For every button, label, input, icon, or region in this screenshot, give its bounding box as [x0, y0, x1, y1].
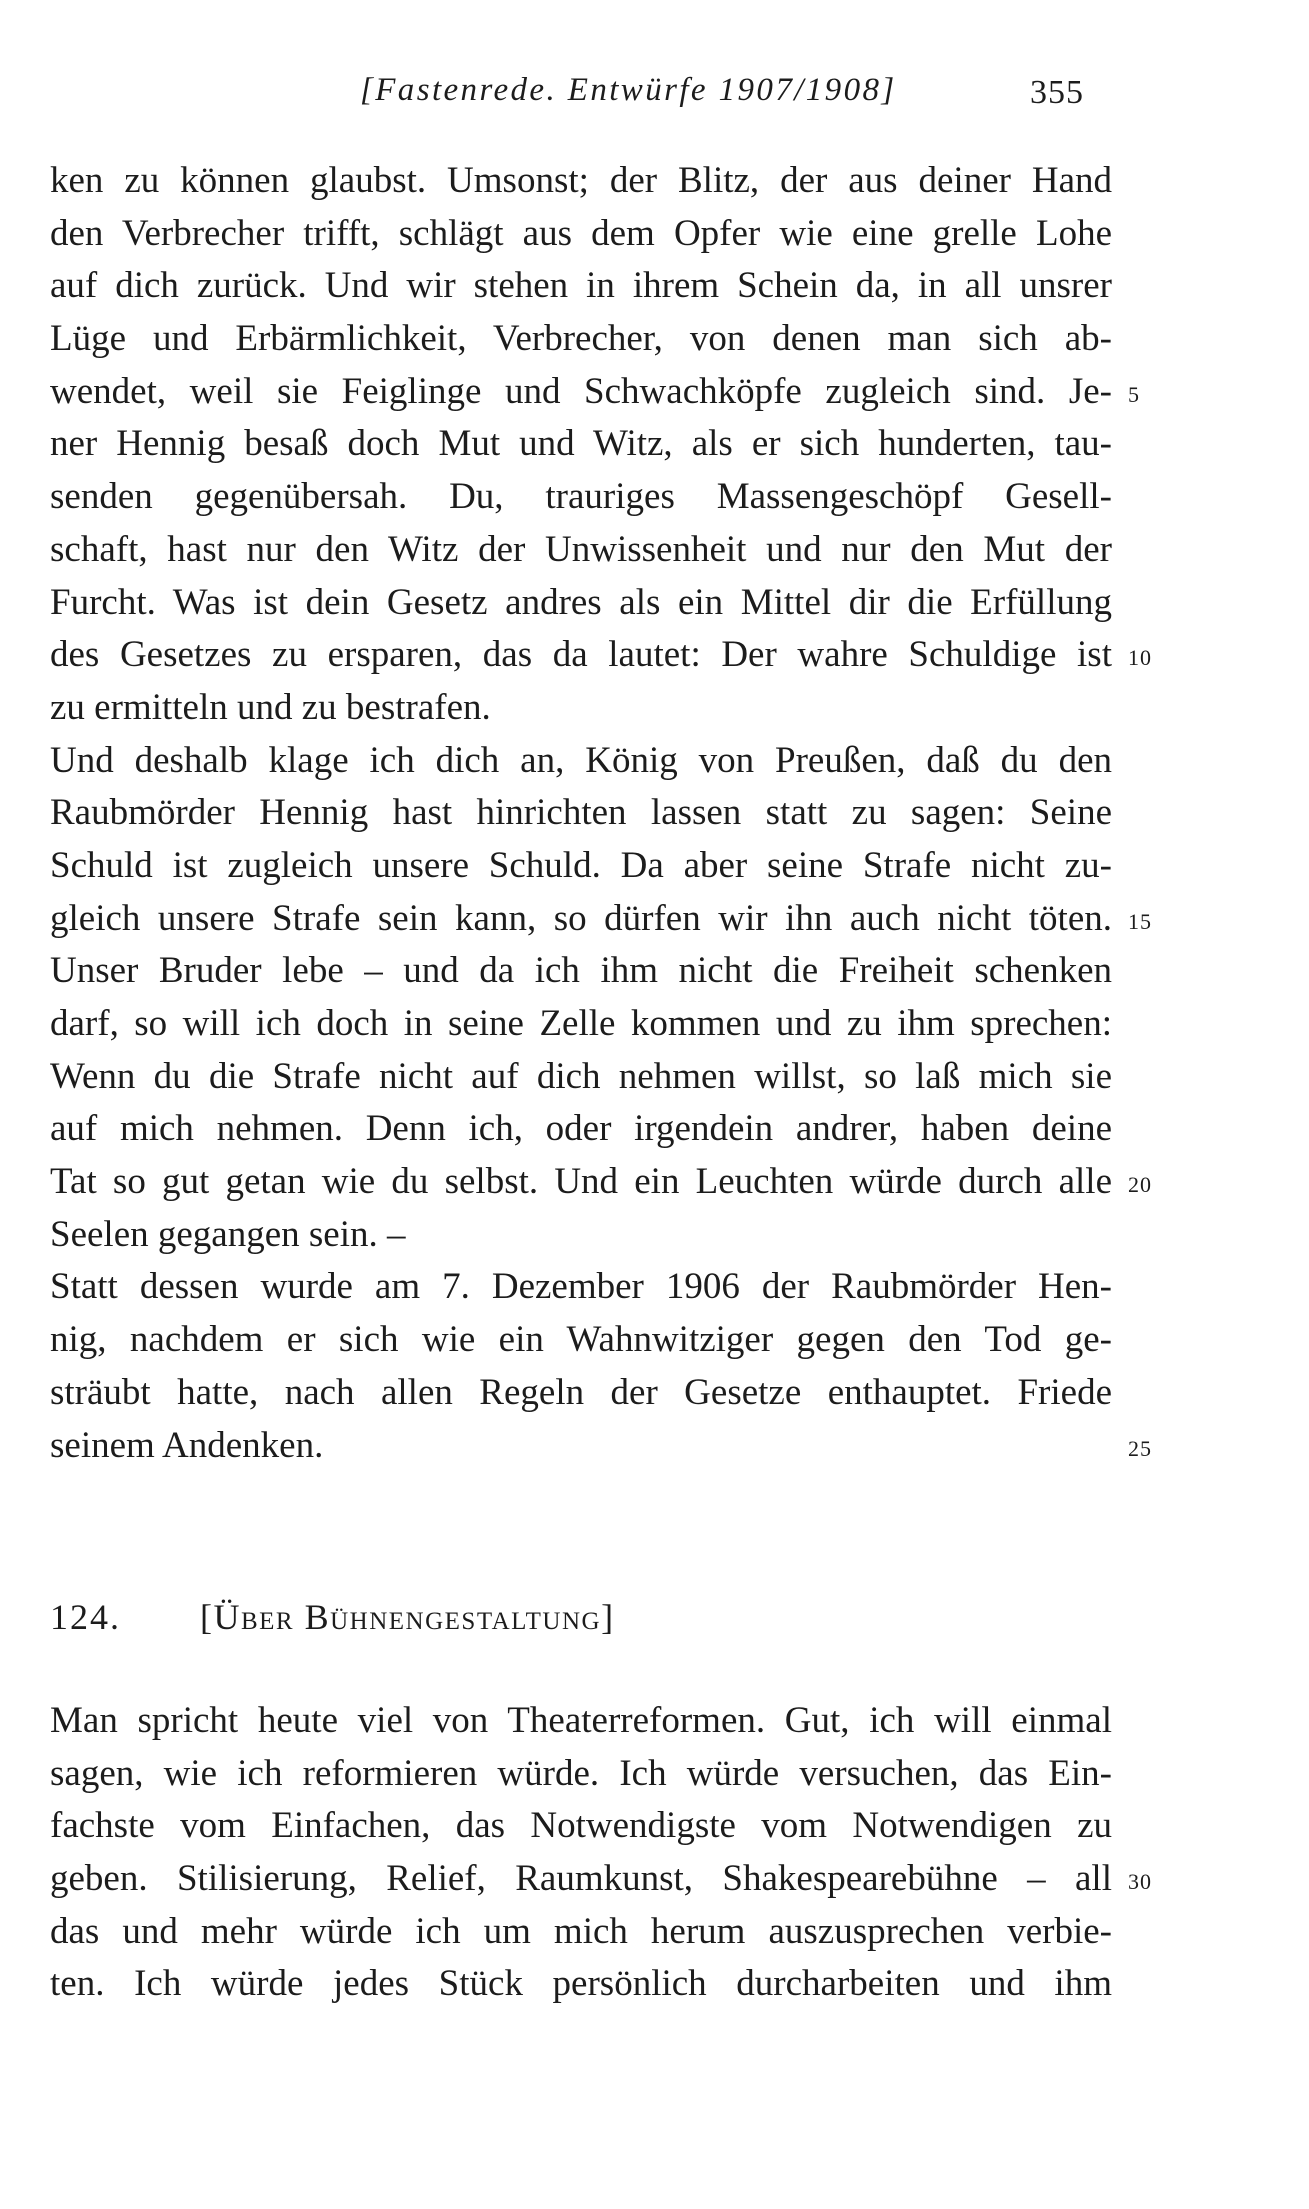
- page-number: 355: [1030, 74, 1084, 111]
- text-line: des Gesetzes zu ersparen, das da lautet: Der wahre Schuldige ist 10: [50, 629, 1112, 682]
- text-line: das und mehr würde ich um mich herum auszusprechen verbie-: [50, 1910, 1112, 1952]
- text-line: auf mich nehmen. Denn ich, oder irgendein andrer, haben deine: [50, 1108, 1112, 1150]
- text-line: ken zu können glaubst. Umsonst; der Blitz, der aus deiner Hand: [50, 160, 1112, 201]
- section-title: [Über Bühnengestaltung]: [200, 1597, 615, 1637]
- line-number: 30: [1128, 1869, 1152, 1895]
- text-line: geben. Stilisierung, Relief, Raumkunst, Shakespearebühne – all 30: [50, 1853, 1112, 1906]
- text-line: ten. Ich würde jedes Stück persönlich durcharbeiten und ihm: [50, 1963, 1112, 2005]
- text-line: Schuld ist zugleich unsere Schuld. Da aber seine Strafe nicht zu-: [50, 844, 1112, 886]
- text-line: Statt dessen wurde am 7. Dezember 1906 der Raubmörder Hen-: [50, 1266, 1112, 1308]
- text-line: auf dich zurück. Und wir stehen in ihrem Schein da, in all unsrer: [50, 265, 1112, 307]
- running-head: [0, 72, 1309, 122]
- line-number: 15: [1128, 908, 1152, 934]
- text-line: sträubt hatte, nach allen Regeln der Gesetze enthauptet. Friede: [50, 1371, 1112, 1413]
- text-line: Man spricht heute viel von Theaterreformen. Gut, ich will einmal: [50, 1700, 1112, 1741]
- text-line: Und deshalb klage ich dich an, König von Preußen, daß du den: [50, 739, 1112, 781]
- section-number: 124.: [50, 1597, 121, 1637]
- text-line: wendet, weil sie Feiglinge und Schwachköpfe zugleich sind. Je- 5: [50, 366, 1112, 419]
- text-line: fachste vom Einfachen, das Notwendigste vom Notwendigen zu: [50, 1805, 1112, 1847]
- text-line: seinem Andenken. 25: [50, 1420, 1112, 1473]
- text-line: gleich unsere Strafe sein kann, so dürfen wir ihn auch nicht töten. 15: [50, 893, 1112, 946]
- text-line: ner Hennig besaß doch Mut und Witz, als er sich hunderten, tau-: [50, 423, 1112, 465]
- text-line: schaft, hast nur den Witz der Unwissenheit und nur den Mut der: [50, 528, 1112, 570]
- body-text-block-1: [50, 155, 1152, 1472]
- text-line: Unser Bruder lebe – und da ich ihm nicht die Freiheit schenken: [50, 950, 1112, 992]
- text-line: senden gegenübersah. Du, trauriges Massengeschöpf Gesell-: [50, 476, 1112, 518]
- text-line: den Verbrecher trifft, schlägt aus dem Opfer wie eine grelle Lohe: [50, 212, 1112, 254]
- text-line: zu ermitteln und zu bestrafen.: [50, 686, 491, 728]
- text-line: Raubmörder Hennig hast hinrichten lassen statt zu sagen: Seine: [50, 792, 1112, 834]
- line-number: 10: [1128, 645, 1152, 671]
- text-line: Seelen gegangen sein. –: [50, 1213, 406, 1255]
- text-line: Lüge und Erbärmlichkeit, Verbrecher, von denen man sich ab-: [50, 318, 1112, 360]
- text-line: Wenn du die Strafe nicht auf dich nehmen willst, so laß mich sie: [50, 1055, 1112, 1097]
- text-line: Tat so gut getan wie du selbst. Und ein Leuchten würde durch alle 20: [50, 1156, 1112, 1209]
- text-line: darf, so will ich doch in seine Zelle kommen und zu ihm sprechen:: [50, 1003, 1112, 1044]
- running-title: [Fastenrede. Entwürfe 1907/1908]: [360, 72, 897, 108]
- body-text-block-2: [50, 1695, 1152, 2011]
- line-number: 5: [1128, 381, 1140, 407]
- line-number: 25: [1128, 1435, 1152, 1461]
- text-line: nig, nachdem er sich wie ein Wahnwitziger gegen den Tod ge-: [50, 1319, 1112, 1361]
- text-line: sagen, wie ich reformieren würde. Ich würde versuchen, das Ein-: [50, 1752, 1112, 1794]
- text-line: Furcht. Was ist dein Gesetz andres als ein Mittel dir die Erfüllung: [50, 581, 1112, 623]
- line-number: 20: [1128, 1172, 1152, 1198]
